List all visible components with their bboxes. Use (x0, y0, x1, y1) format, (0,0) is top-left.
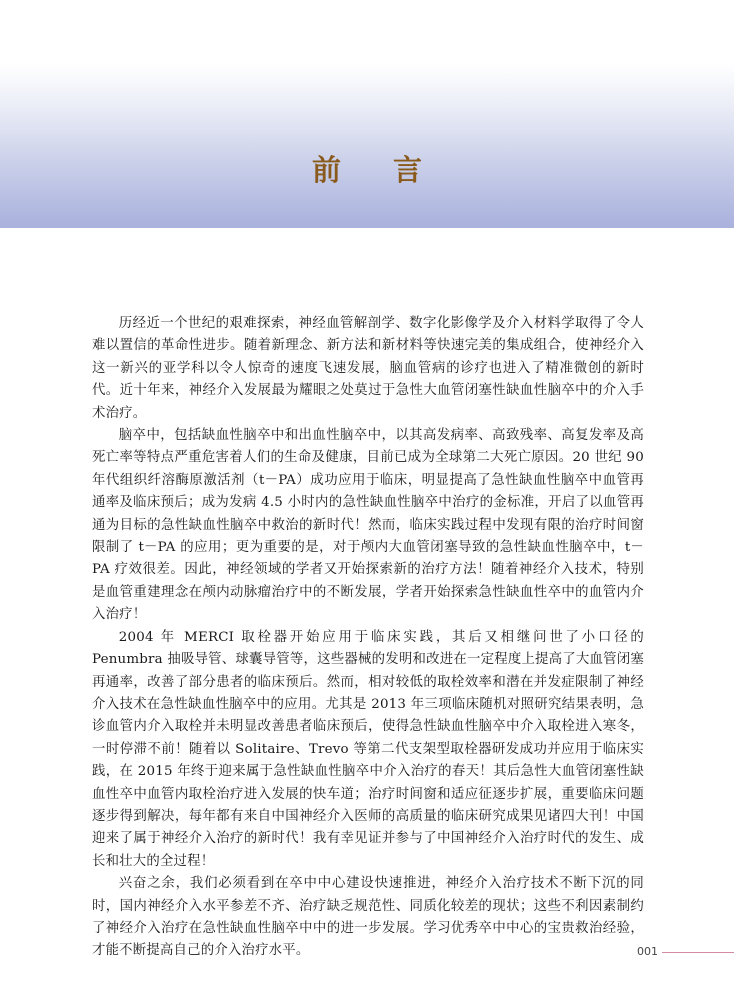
paragraph: 兴奋之余，我们必须看到在卒中中心建设快速推进，神经介入治疗技术不断下沉的同时，国内神经介入水平参差不齐、治疗缺乏规范性、同质化较差的现状；这些不利因素制约了神经介入治疗在急性缺血性脑卒中中的进一步发展。学习优秀卒中中心的宝贵救治经验，才能不断提高自己的介入治疗水平。 (92, 876, 644, 959)
paragraph: 脑卒中，包括缺血性脑卒中和出血性脑卒中，以其高发病率、高致残率、高复发率及高死亡率等特点严重危害着人们的生命及健康，目前已成为全球第二大死亡原因。20 世纪 90 年代组织纤溶酶原激活剂（t－PA）成功应用于临床，明显提高了急性缺血性脑卒中血管再通率及临床预后；成为发病 4.5 小时内的急性缺血性脑卒中治疗的金标准，开启了以血管再通为目标的急性缺血性脑卒中救治的新时代！然而，临床实践过程中发现有限的治疗时间窗限制了 t－PA 的应用；更为重要的是，对于颅内大血管闭塞导致的急性缺血性脑卒中，t－PA 疗效很差。因此，神经领域的学者又开始探索新的治疗方法！随着神经介入技术，特别是血管重建理念在颅内动脉瘤治疗中的不断发展，学者开始探索急性缺血性卒中的血管内介入治疗！ (92, 428, 644, 623)
page-title (0, 152, 734, 188)
body-text (92, 313, 644, 963)
header-band (0, 0, 734, 228)
page-number: 001 (637, 945, 658, 958)
paragraph: 2004 年 MERCI 取栓器开始应用于临床实践，其后又相继问世了小口径的 Penumbra 抽吸导管、球囊导管等，这些器械的发明和改进在一定程度上提高了大血管闭塞再通率，改善了部分患者的临床预后。然而，相对较低的取栓效率和潜在并发症限制了神经介入技术在急性缺血性脑卒中的应用。尤其是 2013 年三项临床随机对照研究结果表明，急诊血管内介入取栓并未明显改善患者临床预后，使得急性缺血性脑卒中介入取栓进入寒冬，一时停滞不前！随着以 Solitaire、Trevo 等第二代支架型取栓器研发成功并应用于临床实践，在 2015 年终于迎来属于急性缺血性脑卒中介入治疗的春天！其后急性大血管闭塞性缺血性卒中血管内取栓治疗进入发展的快车道；治疗时间窗和适应征逐步扩展，重要临床问题逐步得到解决，每年都有来自中国神经介入医师的高质量的临床研究成果见诸四大刊！中国迎来了属于神经介入治疗的新时代！我有幸见证并参与了中国神经介入治疗时代的发生、成长和壮大的全过程！ (92, 629, 644, 869)
page-number-rule (662, 952, 734, 953)
page-title-char: 前 (311, 153, 341, 187)
paragraph: 历经近一个世纪的艰难探索，神经血管解剖学、数字化影像学及介入材料学取得了令人难以置信的革命性进步。随着新理念、新方法和新材料等快速完美的集成组合，使神经介入这一新兴的亚学科以令人惊奇的速度飞速发展，脑血管病的诊疗也进入了精准微创的新时代。近十年来，神经介入发展最为耀眼之处莫过于急性大血管闭塞性缺血性脑卒中的介入手术治疗。 (92, 316, 644, 421)
page-title-char: 言 (393, 153, 423, 187)
